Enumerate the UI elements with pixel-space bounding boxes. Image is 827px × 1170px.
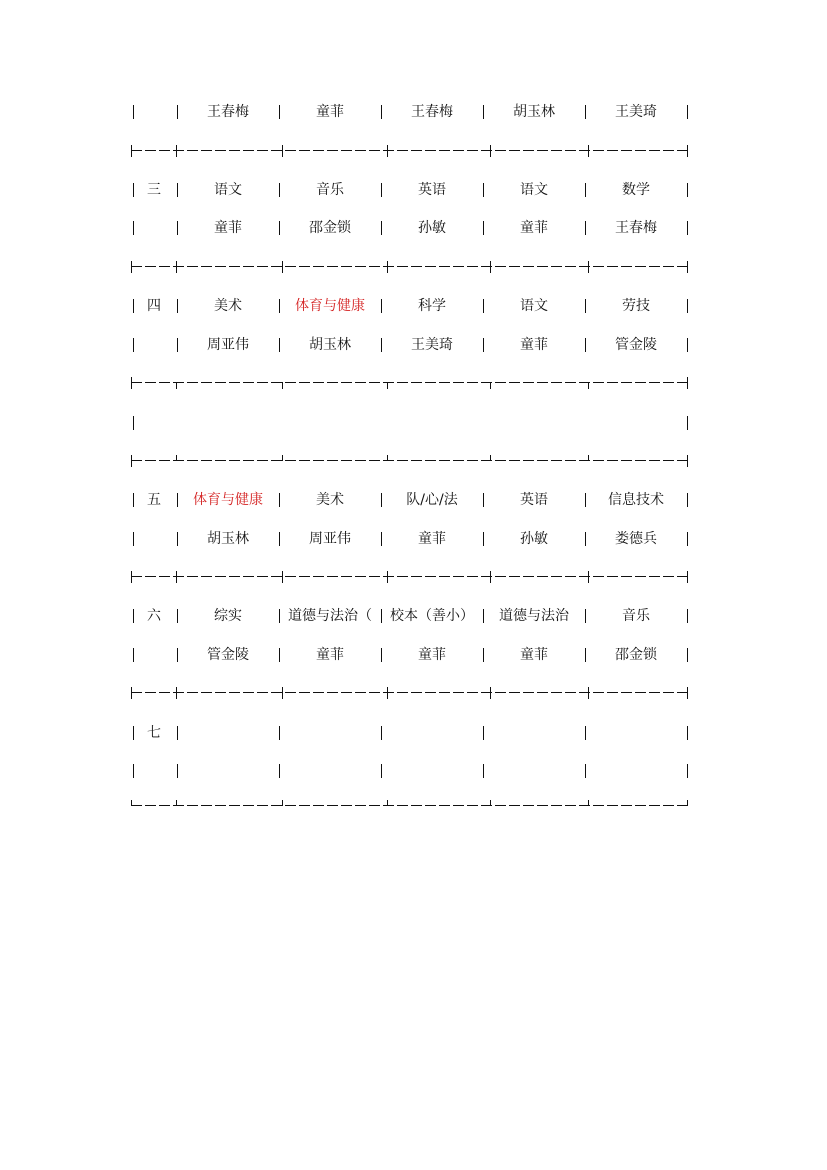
- timetable-cell: [486, 721, 582, 745]
- separator-tick: [687, 571, 688, 583]
- row-separator: [131, 261, 688, 273]
- cell-border: [687, 221, 688, 235]
- timetable-cell: 信息技术: [608, 492, 664, 508]
- separator-tick: [282, 800, 283, 806]
- timetable-teacher-row: [0, 333, 827, 357]
- separator-tick: [588, 800, 589, 806]
- timetable-cell: 童菲: [418, 531, 446, 547]
- timetable-cell: 王春梅: [615, 220, 657, 236]
- cell-border: [177, 183, 178, 197]
- separator-tick: [387, 261, 388, 273]
- timetable-cell: 队/心/法: [406, 492, 458, 508]
- timetable-cell: 音乐: [316, 182, 344, 198]
- timetable-cell: 童菲: [316, 647, 344, 663]
- cell-border: [687, 338, 688, 352]
- cell-border: [585, 493, 586, 507]
- timetable-cell: 劳技: [622, 298, 650, 314]
- timetable-cell: 体育与健康: [295, 298, 365, 314]
- timetable-subject-row: [0, 488, 827, 512]
- cell-border: [279, 299, 280, 313]
- timetable-cell: 邵金锁: [309, 220, 351, 236]
- cell-border: [687, 648, 688, 662]
- timetable-cell: 校本（善小）: [390, 608, 474, 624]
- separator-tick: [588, 571, 589, 583]
- cell-border: [687, 609, 688, 623]
- separator-tick: [490, 800, 491, 806]
- timetable-teacher-row: [0, 527, 827, 551]
- separator-line: [131, 382, 688, 383]
- cell-border: [687, 299, 688, 313]
- cell-border: [687, 764, 688, 778]
- separator-tick: [387, 687, 388, 699]
- separator-line: [131, 805, 688, 806]
- cell-border: [687, 726, 688, 740]
- timetable-teacher-row: [0, 759, 827, 783]
- separator-line: [131, 150, 688, 151]
- timetable-subject-row: [0, 294, 827, 318]
- separator-line: [131, 266, 688, 267]
- cell-border: [585, 764, 586, 778]
- cell-border: [687, 416, 688, 430]
- period-label: 五: [147, 492, 161, 508]
- timetable-cell: 数学: [622, 182, 650, 198]
- cell-border: [483, 648, 484, 662]
- cell-border: [687, 493, 688, 507]
- cell-border: [177, 609, 178, 623]
- timetable-cell: 童菲: [418, 647, 446, 663]
- cell-border: [177, 648, 178, 662]
- cell-border: [133, 338, 134, 352]
- period-label: 四: [147, 298, 161, 314]
- timetable-cell: 美术: [316, 492, 344, 508]
- cell-border: [585, 532, 586, 546]
- timetable-cell: 王春梅: [411, 104, 453, 120]
- cell-border: [687, 183, 688, 197]
- separator-tick: [387, 571, 388, 583]
- cell-border: [483, 221, 484, 235]
- separator-tick: [687, 800, 688, 806]
- timetable-cell: [180, 721, 276, 745]
- timetable-cell: [282, 721, 378, 745]
- separator-tick: [588, 382, 589, 389]
- timetable-subject-row: [0, 721, 827, 745]
- cell-border: [585, 726, 586, 740]
- cell-border: [483, 726, 484, 740]
- cell-border: [279, 532, 280, 546]
- row-separator: [131, 377, 688, 389]
- cell-border: [381, 338, 382, 352]
- separator-tick: [282, 455, 283, 461]
- timetable-teacher-row: [0, 216, 827, 240]
- cell-border: [483, 299, 484, 313]
- separator-tick: [490, 687, 491, 699]
- cell-border: [585, 648, 586, 662]
- cell-border: [381, 609, 382, 623]
- separator-tick: [131, 571, 132, 583]
- cell-border: [483, 764, 484, 778]
- timetable-cell: 童菲: [520, 220, 548, 236]
- cell-border: [381, 221, 382, 235]
- separator-tick: [490, 455, 491, 461]
- timetable-teacher-row: [0, 643, 827, 667]
- separator-tick: [490, 261, 491, 273]
- cell-border: [133, 105, 134, 119]
- timetable-cell: [384, 721, 480, 745]
- cell-border: [279, 338, 280, 352]
- cell-border: [687, 532, 688, 546]
- separator-tick: [176, 571, 177, 583]
- separator-tick: [131, 145, 132, 157]
- row-separator: [131, 687, 688, 699]
- timetable-cell: 语文: [520, 182, 548, 198]
- timetable-cell: 胡玉林: [513, 104, 555, 120]
- row-separator: [131, 145, 688, 157]
- separator-tick: [588, 687, 589, 699]
- timetable-subject-row: [0, 604, 827, 628]
- separator-tick: [588, 261, 589, 273]
- timetable-cell: 王美琦: [615, 104, 657, 120]
- separator-tick: [588, 455, 589, 461]
- cell-border: [381, 532, 382, 546]
- separator-tick: [131, 377, 132, 389]
- separator-tick: [687, 261, 688, 273]
- table-bottom-border: [131, 800, 688, 812]
- separator-tick: [131, 687, 132, 699]
- separator-tick: [282, 382, 283, 389]
- timetable-cell: 综实: [214, 608, 242, 624]
- separator-line: [131, 692, 688, 693]
- separator-tick: [387, 455, 388, 461]
- separator-tick: [282, 571, 283, 583]
- cell-border: [585, 221, 586, 235]
- separator-tick: [387, 382, 388, 389]
- separator-tick: [176, 382, 177, 389]
- timetable-cell: [588, 759, 684, 783]
- cell-border: [687, 105, 688, 119]
- timetable-cell: 胡玉林: [207, 531, 249, 547]
- timetable-cell: 童菲: [316, 104, 344, 120]
- row-separator: [131, 571, 688, 583]
- cell-border: [279, 726, 280, 740]
- timetable-cell: [588, 721, 684, 745]
- cell-border: [177, 532, 178, 546]
- cell-border: [483, 609, 484, 623]
- cell-border: [585, 105, 586, 119]
- timetable-cell: 语文: [214, 182, 242, 198]
- cell-border: [585, 183, 586, 197]
- cell-border: [483, 105, 484, 119]
- timetable-cell: 孙敏: [418, 220, 446, 236]
- timetable-cell: 语文: [520, 298, 548, 314]
- separator-tick: [490, 382, 491, 389]
- separator-tick: [176, 455, 177, 461]
- cell-border: [483, 338, 484, 352]
- timetable-subject-row: [0, 178, 827, 202]
- period-label: 七: [147, 725, 161, 741]
- timetable-cell: 童菲: [520, 647, 548, 663]
- cell-border: [381, 726, 382, 740]
- timetable-cell: 音乐: [622, 608, 650, 624]
- timetable-cell: 英语: [520, 492, 548, 508]
- timetable-cell: 孙敏: [520, 531, 548, 547]
- cell-border: [381, 648, 382, 662]
- separator-tick: [131, 261, 132, 273]
- timetable-cell: [384, 759, 480, 783]
- timetable-cell: 管金陵: [207, 647, 249, 663]
- cell-border: [381, 493, 382, 507]
- timetable-cell: 体育与健康: [193, 492, 263, 508]
- cell-border: [279, 105, 280, 119]
- cell-border: [177, 105, 178, 119]
- timetable-cell: [282, 759, 378, 783]
- separator-tick: [687, 145, 688, 157]
- cell-border: [381, 299, 382, 313]
- cell-border: [279, 648, 280, 662]
- timetable-cell: 道德与法治（: [288, 608, 372, 624]
- cell-border: [381, 183, 382, 197]
- cell-border: [483, 532, 484, 546]
- cell-border: [585, 299, 586, 313]
- separator-tick: [687, 687, 688, 699]
- timetable-cell: 周亚伟: [207, 337, 249, 353]
- separator-tick: [176, 145, 177, 157]
- timetable-cell: 胡玉林: [309, 337, 351, 353]
- cell-border: [133, 764, 134, 778]
- separator-tick: [687, 455, 688, 467]
- break-row: [0, 411, 827, 435]
- separator-tick: [176, 261, 177, 273]
- timetable-cell: 邵金锁: [615, 647, 657, 663]
- separator-tick: [387, 800, 388, 806]
- cell-border: [381, 105, 382, 119]
- separator-tick: [387, 145, 388, 157]
- separator-line: [131, 460, 688, 461]
- cell-border: [133, 416, 134, 430]
- cell-border: [279, 183, 280, 197]
- cell-border: [483, 183, 484, 197]
- timetable-cell: 童菲: [520, 337, 548, 353]
- timetable-cell: 童菲: [214, 220, 242, 236]
- row-separator: [131, 455, 688, 467]
- timetable-cell: 娄德兵: [615, 531, 657, 547]
- cell-border: [177, 493, 178, 507]
- separator-tick: [282, 145, 283, 157]
- cell-border: [177, 221, 178, 235]
- separator-tick: [490, 145, 491, 157]
- cell-border: [585, 338, 586, 352]
- timetable-cell: [486, 759, 582, 783]
- separator-tick: [282, 687, 283, 699]
- timetable-cell: 王春梅: [207, 104, 249, 120]
- separator-tick: [176, 800, 177, 806]
- cell-border: [279, 609, 280, 623]
- cell-border: [133, 648, 134, 662]
- timetable-cell: 管金陵: [615, 337, 657, 353]
- cell-border: [381, 764, 382, 778]
- separator-tick: [490, 571, 491, 583]
- separator-tick: [282, 261, 283, 273]
- separator-tick: [687, 377, 688, 389]
- cell-border: [585, 609, 586, 623]
- period-label: 三: [147, 182, 161, 198]
- cell-border: [177, 338, 178, 352]
- cell-border: [177, 726, 178, 740]
- timetable-cell: 美术: [214, 298, 242, 314]
- timetable-cell: 道德与法治: [499, 608, 569, 624]
- separator-tick: [131, 800, 132, 806]
- separator-line: [131, 576, 688, 577]
- cell-border: [483, 493, 484, 507]
- cell-border: [133, 221, 134, 235]
- cell-border: [279, 764, 280, 778]
- cell-border: [177, 764, 178, 778]
- separator-tick: [131, 455, 132, 467]
- separator-tick: [176, 687, 177, 699]
- timetable-cell: 王美琦: [411, 337, 453, 353]
- cell-border: [279, 493, 280, 507]
- cell-border: [279, 221, 280, 235]
- timetable-cell: 周亚伟: [309, 531, 351, 547]
- separator-tick: [588, 145, 589, 157]
- cell-border: [177, 299, 178, 313]
- timetable-cell: 科学: [418, 298, 446, 314]
- timetable-teacher-row: [0, 100, 827, 124]
- period-label: 六: [147, 608, 161, 624]
- cell-border: [133, 532, 134, 546]
- timetable-cell: 英语: [418, 182, 446, 198]
- timetable-cell: [180, 759, 276, 783]
